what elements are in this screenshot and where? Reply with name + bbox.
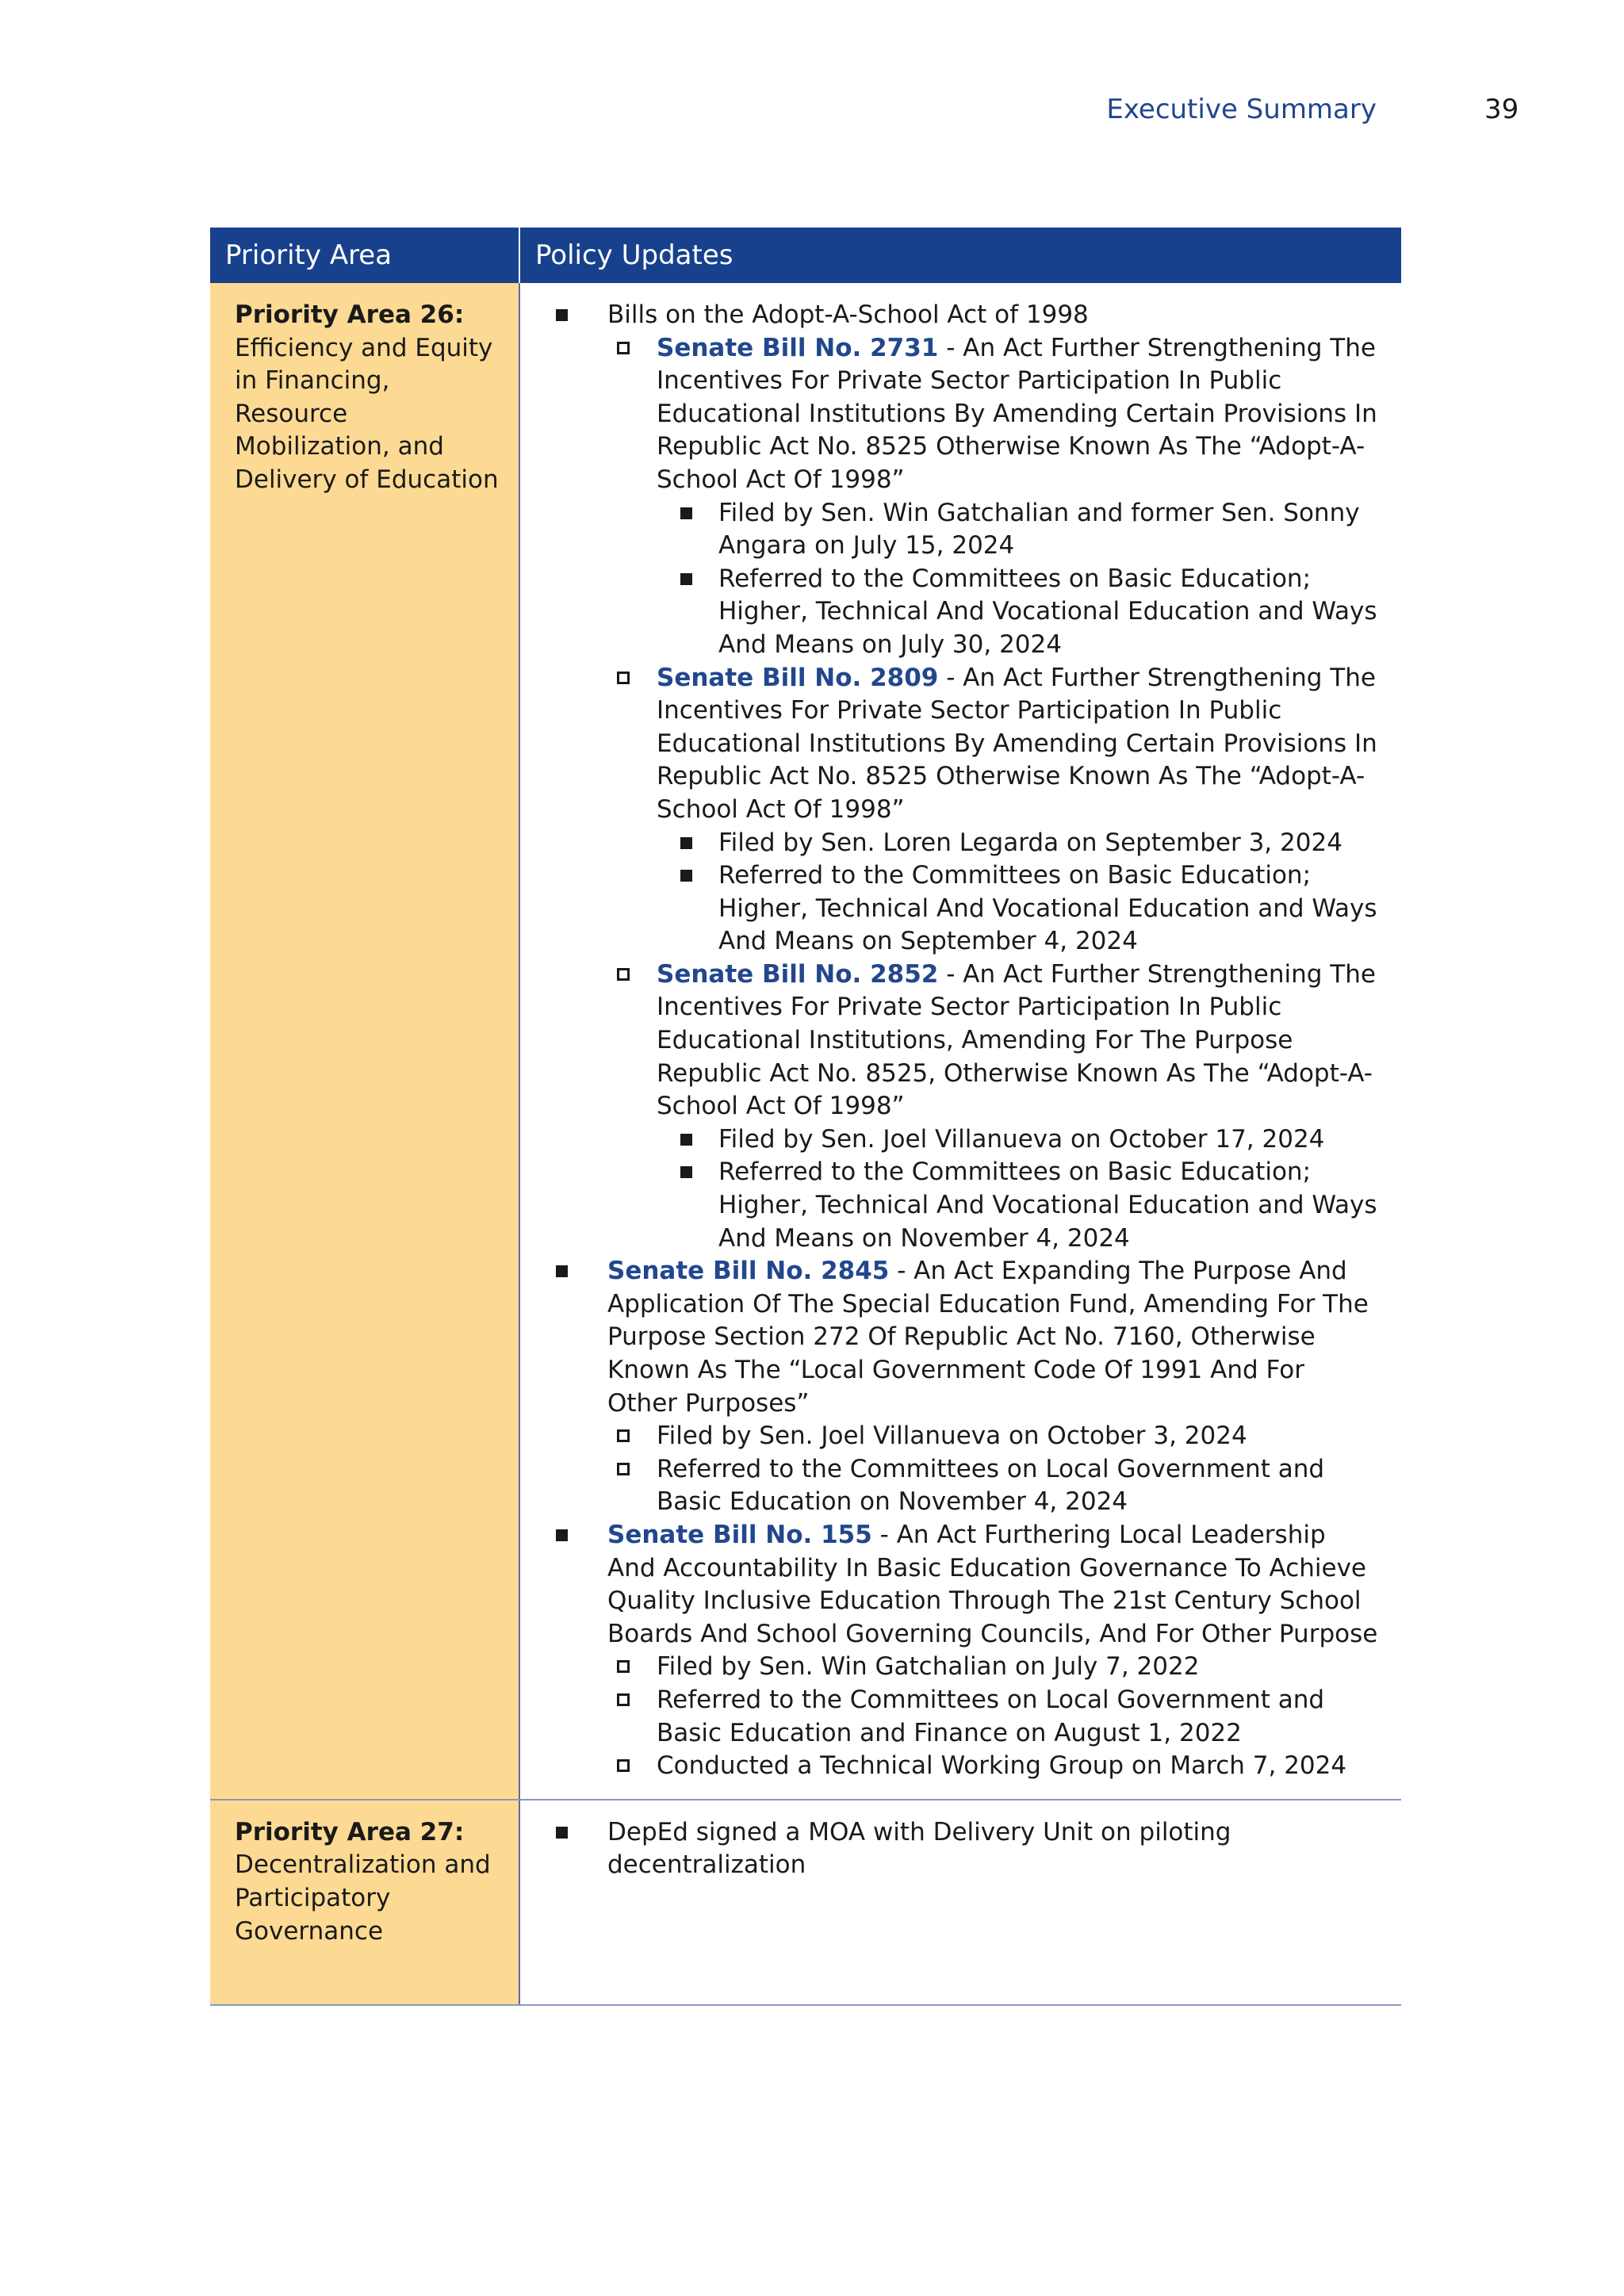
- header-priority-area: Priority Area: [210, 228, 520, 283]
- status-item: [607, 1684, 1381, 1750]
- status-item: [607, 1420, 1381, 1453]
- status-item: [657, 1123, 1381, 1157]
- list-item: [520, 299, 1381, 1255]
- bill-status-list: [657, 827, 1381, 959]
- bill-name: Senate Bill No. 2845: [607, 1257, 890, 1286]
- hollow-square-bullet-icon: [617, 1429, 630, 1442]
- hollow-square-bullet-icon: [617, 1660, 630, 1673]
- bill-status-list: [607, 1420, 1381, 1519]
- page-header: [0, 94, 1624, 133]
- square-bullet-icon: [680, 837, 692, 849]
- bill-description: - An Act Expanding The Purpose And Application Of The Special Education Fund, Amending For The Purpose Section 272 Of Republic Act No. 7160, Otherwise Known As The “Local Government Code Of 1991 And For Other Purposes”: [607, 1257, 1369, 1418]
- status-text: Conducted a Technical Working Group on March 7, 2024: [657, 1751, 1347, 1781]
- bill-description: - An Act Furthering Local Leadership And Accountability In Basic Education Governance To Achieve Quality Inclusive Education Through The 21st Century School Boards And School Governing Councils, And For Other Purpose: [607, 1520, 1378, 1648]
- status-text: Filed by Sen. Loren Legarda on September 3, 2024: [718, 828, 1342, 857]
- status-text: Referred to the Committees on Local Government and Basic Education and Finance on August 1, 2022: [657, 1685, 1325, 1747]
- bill-item: [607, 332, 1381, 662]
- priority-area-description: Efficiency and Equity in Financing, Resource Mobilization, and Delivery of Education: [235, 333, 499, 494]
- bill-status-list: [607, 1651, 1381, 1782]
- status-text: Referred to the Committees on Basic Education; Higher, Technical And Vocational Education and Ways And Means on November 4, 2024: [718, 1158, 1377, 1253]
- item-text: Bills on the Adopt-A-School Act of 1998: [607, 300, 1089, 329]
- priority-area-cell: [210, 1800, 520, 2004]
- list-item: [520, 1519, 1381, 1783]
- status-item: [607, 1750, 1381, 1783]
- status-text: Referred to the Committees on Basic Education; Higher, Technical And Vocational Education and Ways And Means on September 4, 2024: [718, 861, 1377, 956]
- square-bullet-icon: [680, 1134, 692, 1146]
- policy-updates-cell: [520, 283, 1401, 1799]
- status-text: Filed by Sen. Joel Villanueva on October 3, 2024: [657, 1422, 1247, 1451]
- square-bullet-icon: [556, 1529, 568, 1541]
- section-title: Executive Summary: [1106, 94, 1377, 125]
- status-text: Filed by Sen. Win Gatchalian on July 7, 2022: [657, 1652, 1200, 1682]
- hollow-square-bullet-icon: [617, 968, 630, 981]
- status-text: Referred to the Committees on Local Government and Basic Education on November 4, 2024: [657, 1454, 1325, 1517]
- table-row: [210, 1800, 1401, 2006]
- status-text: Filed by Sen. Joel Villanueva on October 17, 2024: [718, 1124, 1325, 1154]
- hollow-square-bullet-icon: [617, 342, 630, 354]
- priority-area-title: Priority Area 27:: [235, 1817, 465, 1846]
- header-policy-updates: Policy Updates: [535, 239, 733, 271]
- list-item: [520, 1816, 1381, 1882]
- priority-area-description: Decentralization and Participatory Governance: [235, 1850, 491, 1946]
- hollow-square-bullet-icon: [617, 1463, 630, 1475]
- hollow-square-bullet-icon: [617, 672, 630, 684]
- bill-list: [607, 332, 1381, 1256]
- hollow-square-bullet-icon: [617, 1759, 630, 1772]
- square-bullet-icon: [556, 1265, 568, 1277]
- bill-status-list: [657, 497, 1381, 662]
- status-item: [657, 859, 1381, 959]
- square-bullet-icon: [680, 573, 692, 585]
- status-item: [657, 497, 1381, 563]
- square-bullet-icon: [680, 870, 692, 882]
- policy-table: [210, 228, 1401, 2006]
- table-header-row: [210, 228, 1401, 283]
- policy-list: [520, 299, 1381, 1783]
- policy-updates-cell: [520, 1800, 1401, 2004]
- page-number: 39: [1484, 94, 1519, 125]
- status-item: [657, 1156, 1381, 1255]
- status-item: [657, 827, 1381, 860]
- bill-description: - An Act Further Strengthening The Incentives For Private Sector Participation In Public Educational Institutions, Amending For The Purpose Republic Act No. 8525, Otherwise Known As The “Adopt-A-School Act Of 1998”: [657, 959, 1376, 1121]
- bill-name: Senate Bill No. 2852: [657, 959, 939, 989]
- bill-name: Senate Bill No. 2731: [657, 333, 939, 362]
- bill-item: [607, 662, 1381, 959]
- hollow-square-bullet-icon: [617, 1693, 630, 1706]
- square-bullet-icon: [680, 507, 692, 519]
- status-item: [607, 1651, 1381, 1684]
- status-text: Filed by Sen. Win Gatchalian and former Sen. Sonny Angara on July 15, 2024: [718, 498, 1360, 561]
- status-item: [657, 563, 1381, 662]
- list-item: [520, 1255, 1381, 1519]
- priority-area-cell: [210, 283, 520, 1799]
- bill-description: - An Act Further Strengthening The Incentives For Private Sector Participation In Public Educational Institutions By Amending Certain Provisions In Republic Act No. 8525 Otherwise Known As The “Adopt-A-School Act Of 1998”: [657, 663, 1377, 824]
- bill-description: - An Act Further Strengthening The Incentives For Private Sector Participation In Public Educational Institutions By Amending Certain Provisions In Republic Act No. 8525 Otherwise Known As The “Adopt-A-School Act Of 1998”: [657, 333, 1377, 494]
- item-text: DepEd signed a MOA with Delivery Unit on piloting decentralization: [607, 1817, 1231, 1880]
- square-bullet-icon: [556, 309, 568, 321]
- status-text: Referred to the Committees on Basic Education; Higher, Technical And Vocational Education and Ways And Means on July 30, 2024: [718, 564, 1377, 659]
- status-item: [607, 1453, 1381, 1519]
- bill-item: [607, 959, 1381, 1255]
- priority-area-title: Priority Area 26:: [235, 300, 465, 329]
- table-row: [210, 283, 1401, 1800]
- square-bullet-icon: [556, 1827, 568, 1839]
- bill-name: Senate Bill No. 2809: [657, 663, 939, 692]
- policy-list: [520, 1816, 1381, 1882]
- bill-status-list: [657, 1123, 1381, 1255]
- square-bullet-icon: [680, 1166, 692, 1178]
- bill-name: Senate Bill No. 155: [607, 1520, 872, 1549]
